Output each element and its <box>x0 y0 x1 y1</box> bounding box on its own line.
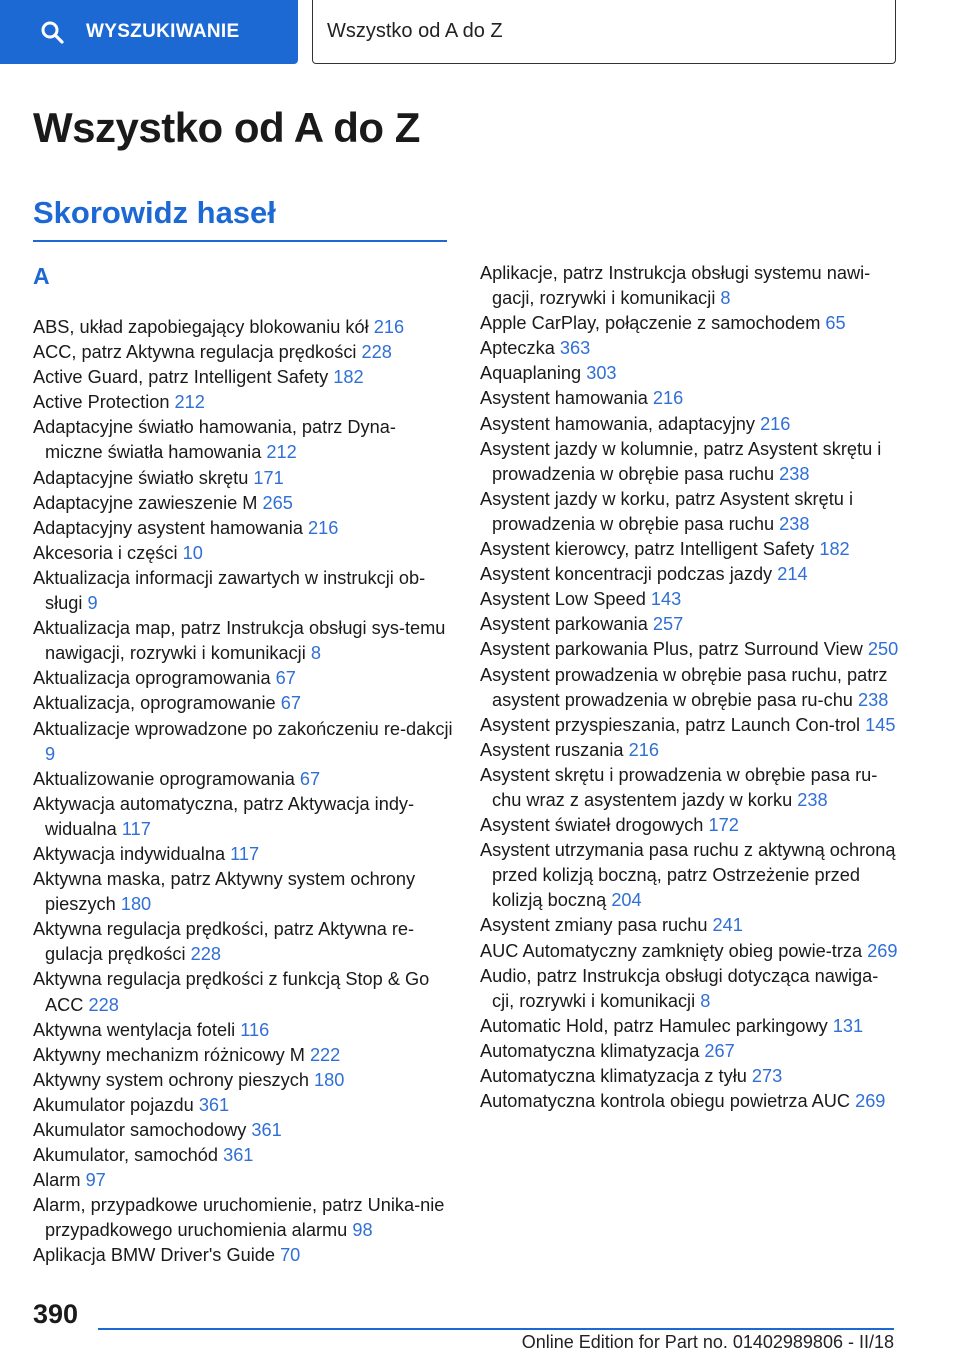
index-entry <box>33 917 453 967</box>
index-entry-text: Aktualizacja map, patrz Instrukcja obsługi sys-temu nawigacji, rozrywki i komunikacji <box>33 618 446 664</box>
index-entry-text: Asystent parkowania Plus, patrz Surround View <box>480 639 863 660</box>
index-entry-text: Automatic Hold, patrz Hamulec parkingowy <box>480 1015 828 1036</box>
page-link[interactable]: 303 <box>586 363 617 384</box>
page-link[interactable]: 222 <box>309 1044 341 1065</box>
index-entry-text: Asystent utrzymania pasa ruchu z aktywną ochroną przed kolizją boczną, patrz Ostrzeżenie przed kolizją boczną <box>480 840 896 911</box>
page-link[interactable]: 97 <box>85 1170 106 1191</box>
page-link[interactable]: 361 <box>223 1145 254 1166</box>
index-entry <box>480 663 900 713</box>
page-link[interactable]: 216 <box>760 413 791 434</box>
page-link[interactable]: 216 <box>652 388 684 409</box>
index-entry <box>480 939 900 964</box>
index-entry-text: Aplikacje, patrz Instrukcja obsługi systemu nawi-gacji, rozrywki i komunikacji <box>480 263 871 309</box>
page-link[interactable]: 269 <box>867 940 898 961</box>
index-entry-text: Akumulator samochodowy <box>33 1120 247 1140</box>
index-entry <box>480 412 900 437</box>
index-entry <box>33 767 453 792</box>
index-entry-text: Asystent koncentracji podczas jazdy <box>480 564 773 585</box>
page-link[interactable]: 145 <box>865 714 896 735</box>
index-entry-text: Asystent zmiany pasa ruchu <box>480 915 708 936</box>
page-title: Wszystko od A do Z <box>33 104 420 151</box>
index-column-left <box>33 315 453 1269</box>
index-entry <box>480 1089 900 1114</box>
search-label: WYSZUKIWANIE <box>86 21 240 42</box>
page-link[interactable]: 67 <box>299 768 321 789</box>
search-button[interactable] <box>0 0 298 64</box>
index-entry <box>33 967 453 1017</box>
index-entry <box>33 1168 453 1193</box>
page-link[interactable]: 67 <box>275 668 296 689</box>
index-letter: A <box>33 263 50 289</box>
index-entry-text: Adaptacyjne światło skrętu <box>33 467 249 488</box>
index-entry-text: Alarm, przypadkowe uruchomienie, patrz Unika-nie przypadkowego uruchomienia alarmu <box>33 1195 445 1241</box>
index-entry <box>33 315 453 340</box>
index-entry <box>480 336 900 361</box>
index-entry-text: Akumulator pojazdu <box>33 1094 194 1115</box>
page-link[interactable]: 171 <box>253 467 284 488</box>
index-entry <box>33 466 453 491</box>
index-entry <box>33 616 453 666</box>
page-link[interactable]: 216 <box>628 739 659 760</box>
index-entry-text: Asystent kierowcy, patrz Intelligent Safety <box>480 539 815 560</box>
subtitle-divider <box>33 240 447 242</box>
index-entry-text: Aktualizowanie oprogramowania <box>33 768 295 789</box>
index-entry <box>480 537 900 562</box>
page-link[interactable]: 363 <box>559 338 591 359</box>
index-entry-text: Apteczka <box>480 338 555 359</box>
page-link[interactable]: 8 <box>720 288 731 309</box>
index-entry-text: Asystent skrętu i prowadzenia w obrębie pasa ru-chu wraz z asystentem jazdy w korku <box>480 764 878 810</box>
breadcrumb[interactable] <box>312 0 896 64</box>
page-link[interactable]: 70 <box>280 1245 301 1266</box>
index-entry <box>480 311 900 336</box>
page-link[interactable]: 65 <box>825 313 846 334</box>
index-entry-text: Asystent prowadzenia w obrębie pasa ruchu, patrz asystent prowadzenia w obrębie pasa ru-chu <box>480 664 888 710</box>
index-entry <box>480 738 900 763</box>
page-link[interactable]: 8 <box>700 990 711 1011</box>
page-link[interactable]: 228 <box>88 994 119 1015</box>
index-entry-text: Aktualizacja, oprogramowanie <box>33 693 276 714</box>
page-link[interactable]: 216 <box>373 317 405 337</box>
index-entry <box>480 713 900 738</box>
index-entry <box>33 1193 453 1243</box>
index-entry <box>480 562 900 587</box>
index-entry-text: ACC, patrz Aktywna regulacja prędkości <box>33 342 357 363</box>
index-entry <box>33 842 453 867</box>
index-entry <box>480 386 900 411</box>
index-entry-text: ABS, układ zapobiegający blokowaniu kół <box>33 317 369 337</box>
index-entry-text: Asystent świateł drogowych <box>480 815 704 836</box>
page-link[interactable]: 238 <box>779 463 810 484</box>
index-entry <box>33 867 453 917</box>
footer-edition: Online Edition for Part no. 01402989806 - II/18 <box>521 1332 894 1352</box>
page-link[interactable]: 238 <box>779 513 810 534</box>
page-link[interactable]: 361 <box>251 1120 282 1140</box>
page-link[interactable]: 212 <box>266 442 297 463</box>
index-entry <box>480 1014 900 1039</box>
footer-divider <box>98 1328 894 1330</box>
index-entry-text: AUC Automatyczny zamknięty obieg powie-trza <box>480 940 863 961</box>
index-entry-text: Active Guard, patrz Intelligent Safety <box>33 367 329 388</box>
page-link[interactable]: 98 <box>352 1220 373 1241</box>
section-subtitle: Skorowidz haseł <box>33 195 276 230</box>
page-link[interactable]: 257 <box>652 614 684 635</box>
index-entry-text: Automatyczna klimatyzacja <box>480 1040 700 1061</box>
page-link[interactable]: 265 <box>262 492 293 513</box>
index-entry-text: Aktualizacja oprogramowania <box>33 668 271 689</box>
index-entry <box>33 415 453 465</box>
index-entry-text: Akumulator, samochód <box>33 1145 219 1166</box>
index-entry-text: Adaptacyjne zawieszenie M <box>33 492 258 513</box>
index-entry-text: Adaptacyjny asystent hamowania <box>33 517 303 538</box>
page-link[interactable]: 216 <box>308 517 339 538</box>
index-entry <box>33 340 453 365</box>
page-link[interactable]: 238 <box>797 789 828 810</box>
index-entry <box>480 587 900 612</box>
index-entry-text: Active Protection <box>33 392 170 413</box>
page-link[interactable]: 361 <box>198 1094 230 1115</box>
page-link[interactable]: 180 <box>314 1069 345 1090</box>
page-link[interactable]: 182 <box>333 367 364 388</box>
page-link[interactable]: 117 <box>121 818 151 839</box>
page-link[interactable]: 67 <box>280 693 301 714</box>
page-link[interactable]: 116 <box>240 1019 270 1040</box>
page-link[interactable]: 228 <box>361 342 392 363</box>
index-entry <box>33 1018 453 1043</box>
page-link[interactable]: 204 <box>611 890 642 911</box>
page-link[interactable]: 180 <box>120 894 152 915</box>
page-link[interactable]: 238 <box>858 689 889 710</box>
index-entry <box>480 913 900 938</box>
index-entry-text: Asystent hamowania <box>480 388 648 409</box>
page-link[interactable]: 172 <box>708 815 739 836</box>
index-entry <box>480 813 900 838</box>
index-entry-text: Aktualizacja informacji zawartych w instrukcji ob-sługi <box>33 567 426 614</box>
index-entry <box>33 541 453 566</box>
index-entry <box>33 666 453 691</box>
index-entry-text: Asystent Low Speed <box>480 589 646 610</box>
page-link[interactable]: 214 <box>777 564 808 585</box>
page-link[interactable]: 8 <box>310 643 321 664</box>
index-entry <box>33 1243 453 1268</box>
index-entry <box>33 566 453 616</box>
index-entry <box>33 491 453 516</box>
index-entry-text: Aquaplaning <box>480 363 582 384</box>
index-entry-text: Aktywna maska, patrz Aktywny system ochrony pieszych <box>33 869 416 915</box>
index-entry <box>480 612 900 637</box>
index-entry-text: Asystent parkowania <box>480 614 648 635</box>
index-entry-text: Aktywna regulacja prędkości, patrz Aktywna re-gulacja prędkości <box>33 919 415 965</box>
top-bar <box>0 0 960 66</box>
breadcrumb-label: Wszystko od A do Z <box>327 20 503 42</box>
index-entry-text: Automatyczna kontrola obiegu powietrza AUC <box>480 1091 851 1112</box>
page-number: 390 <box>33 1299 79 1329</box>
index-entry-text: Aktywacja indywidualna <box>33 843 226 864</box>
index-entry <box>33 516 453 541</box>
page-link[interactable]: 131 <box>832 1015 864 1036</box>
index-entry <box>480 261 900 311</box>
page-link[interactable]: 9 <box>87 593 98 614</box>
index-entry-text: Audio, patrz Instrukcja obsługi dotycząca nawiga-cji, rozrywki i komunikacji <box>480 965 879 1011</box>
page-link[interactable]: 250 <box>867 639 899 660</box>
index-entry <box>480 361 900 386</box>
index-entry <box>33 792 453 842</box>
index-entry <box>480 1064 900 1089</box>
index-entry-text: Asystent ruszania <box>480 739 624 760</box>
index-entry-text: Aplikacja BMW Driver's Guide <box>33 1245 275 1266</box>
index-entry <box>33 1143 453 1168</box>
index-entry <box>480 487 900 537</box>
index-entry <box>480 637 900 662</box>
index-entry-text: Apple CarPlay, połączenie z samochodem <box>480 313 821 334</box>
index-entry <box>33 1043 453 1068</box>
index-entry-text: Aktualizacje wprowadzone po zakończeniu re-dakcji <box>33 718 453 739</box>
page-link[interactable]: 228 <box>190 944 221 965</box>
index-entry-text: Aktywna wentylacja foteli <box>33 1019 236 1040</box>
index-entry <box>33 365 453 390</box>
page-link[interactable]: 9 <box>45 743 56 764</box>
page-link[interactable]: 212 <box>174 392 205 413</box>
index-entry <box>480 437 900 487</box>
index-entry <box>480 838 900 913</box>
page-link[interactable]: 10 <box>182 542 203 563</box>
page-link[interactable]: 273 <box>751 1066 783 1086</box>
index-entry-text: Aktywna regulacja prędkości z funkcją Stop & Go ACC <box>33 969 430 1015</box>
index-entry <box>33 1068 453 1093</box>
index-column-right <box>480 261 900 1114</box>
index-entry-text: Aktywacja automatyczna, patrz Aktywacja indy-widualna <box>33 793 415 839</box>
index-entry-text: Asystent jazdy w korku, patrz Asystent skrętu i prowadzenia w obrębie pasa ruchu <box>480 488 853 534</box>
index-entry <box>33 1093 453 1118</box>
page-link[interactable]: 182 <box>819 539 850 560</box>
index-entry <box>480 763 900 813</box>
index-entry <box>33 717 453 767</box>
index-entry-text: Adaptacyjne światło hamowania, patrz Dyna-miczne światła hamowania <box>33 417 396 463</box>
index-entry-text: Alarm <box>33 1170 81 1191</box>
page-link[interactable]: 267 <box>704 1040 735 1061</box>
page-link[interactable]: 241 <box>712 915 743 936</box>
page-link[interactable]: 143 <box>650 589 682 610</box>
index-entry <box>33 1118 453 1143</box>
index-entry <box>480 1039 900 1064</box>
index-entry-text: Aktywny mechanizm różnicowy M <box>33 1044 305 1065</box>
index-entry-text: Automatyczna klimatyzacja z tyłu <box>480 1066 747 1086</box>
index-entry-text: Asystent hamowania, adaptacyjny <box>480 413 755 434</box>
index-entry <box>33 390 453 415</box>
index-entry-text: Aktywny system ochrony pieszych <box>33 1069 309 1090</box>
index-entry <box>480 964 900 1014</box>
index-entry-text: Asystent jazdy w kolumnie, patrz Asystent skrętu i prowadzenia w obrębie pasa ruchu <box>480 438 882 484</box>
page-link[interactable]: 269 <box>855 1091 886 1112</box>
index-entry-text: Asystent przyspieszania, patrz Launch Con-trol <box>480 714 861 735</box>
search-icon <box>40 20 64 44</box>
index-entry <box>33 691 453 716</box>
index-entry-text: Akcesoria i części <box>33 542 178 563</box>
page-link[interactable]: 117 <box>230 843 260 864</box>
